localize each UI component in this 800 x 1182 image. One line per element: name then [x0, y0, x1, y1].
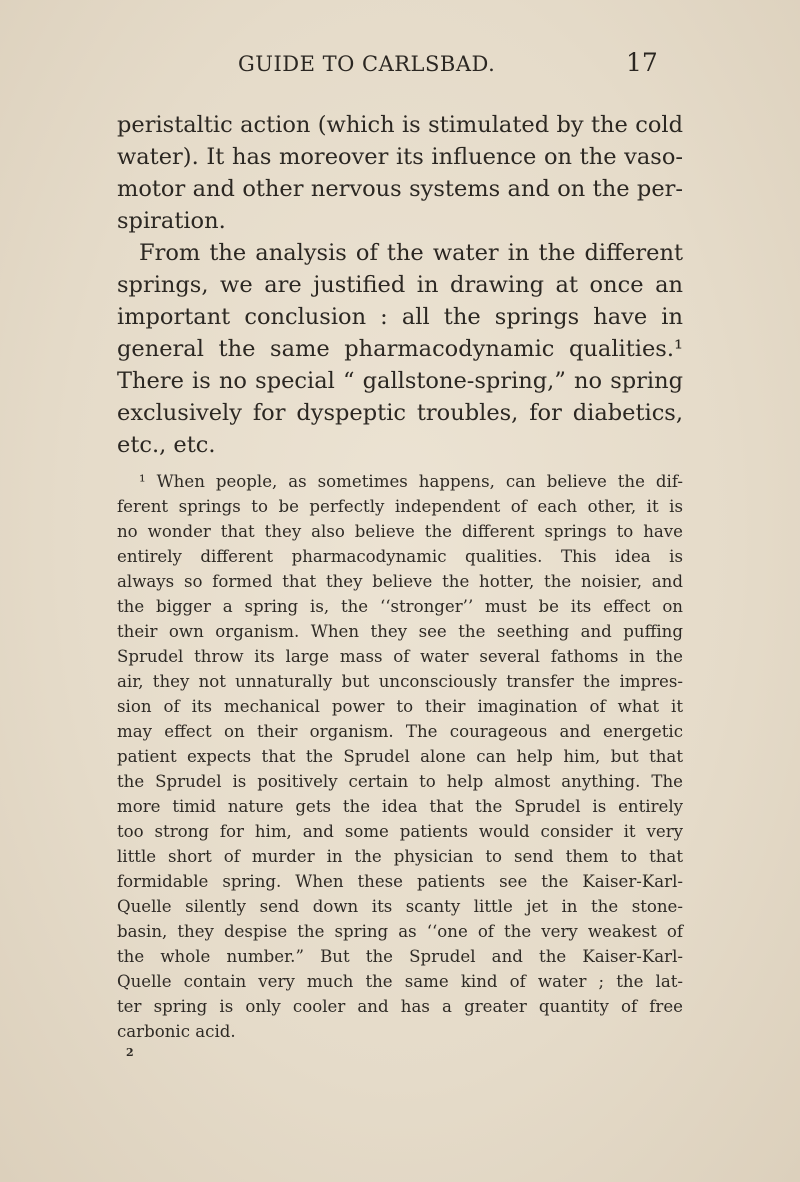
- footnote-line: the whole number.” But the Sprudel and the Kaiser-Karl-: [117, 947, 683, 966]
- body-line: peristaltic action (which is stimulated by the cold: [117, 112, 683, 138]
- body-line: water). It has moreover its influence on the vaso-: [117, 144, 683, 170]
- body-line: general the same pharmacodynamic qualities.¹: [117, 336, 683, 362]
- footnote-line: Quelle silently send down its scanty little jet in the stone-: [117, 897, 683, 916]
- footnote-line: entirely different pharmacodynamic qualities. This idea is: [117, 547, 683, 566]
- footnote-line: Quelle contain very much the same kind of water ; the lat-: [117, 972, 683, 991]
- footnote-line: too strong for him, and some patients would consider it very: [117, 822, 683, 841]
- footnote-line: the bigger a spring is, the ‘‘stronger’’ must be its effect on: [117, 597, 683, 616]
- body-line: From the analysis of the water in the different: [139, 240, 683, 266]
- footnote-line: their own organism. When they see the seething and puffing: [117, 622, 683, 641]
- footnote-line: more timid nature gets the idea that the Sprudel is entirely: [117, 797, 683, 816]
- footnote-line: always so formed that they believe the hotter, the noisier, and: [117, 572, 683, 591]
- body-line: spiration.: [117, 208, 226, 234]
- footnote-line: Sprudel throw its large mass of water several fathoms in the: [117, 647, 683, 666]
- body-line: motor and other nervous systems and on the per-: [117, 176, 683, 202]
- body-line: springs, we are justified in drawing at once an: [117, 272, 683, 298]
- footnote-line: basin, they despise the spring as ‘‘one of the very weakest of: [117, 922, 683, 941]
- page-number: 17: [626, 48, 658, 77]
- footnote-line: may effect on their organism. The courageous and energetic: [117, 722, 683, 741]
- footnote-line: ¹ When people, as sometimes happens, can believe the dif-: [139, 472, 683, 491]
- footnote-line: ter spring is only cooler and has a greater quantity of free: [117, 997, 683, 1016]
- footnote-line: carbonic acid.: [117, 1022, 236, 1041]
- running-title: GUIDE TO CARLSBAD.: [238, 52, 496, 76]
- body-line: There is no special “ gallstone-spring,” no spring: [117, 368, 683, 394]
- footnote-line: no wonder that they also believe the different springs to have: [117, 522, 683, 541]
- signature-mark: 2: [126, 1046, 134, 1059]
- footnote-line: little short of murder in the physician to send them to that: [117, 847, 683, 866]
- footnote-line: formidable spring. When these patients see the Kaiser-Karl-: [117, 872, 683, 891]
- body-line: exclusively for dyspeptic troubles, for diabetics,: [117, 400, 683, 426]
- footnote-line: air, they not unnaturally but unconsciously transfer the impres-: [117, 672, 683, 691]
- body-line: etc., etc.: [117, 432, 216, 458]
- footnote-line: patient expects that the Sprudel alone can help him, but that: [117, 747, 683, 766]
- body-line: important conclusion : all the springs have in: [117, 304, 683, 330]
- footnote-line: the Sprudel is positively certain to help almost anything. The: [117, 772, 683, 791]
- footnote-line: ferent springs to be perfectly independent of each other, it is: [117, 497, 683, 516]
- footnote-line: sion of its mechanical power to their imagination of what it: [117, 697, 683, 716]
